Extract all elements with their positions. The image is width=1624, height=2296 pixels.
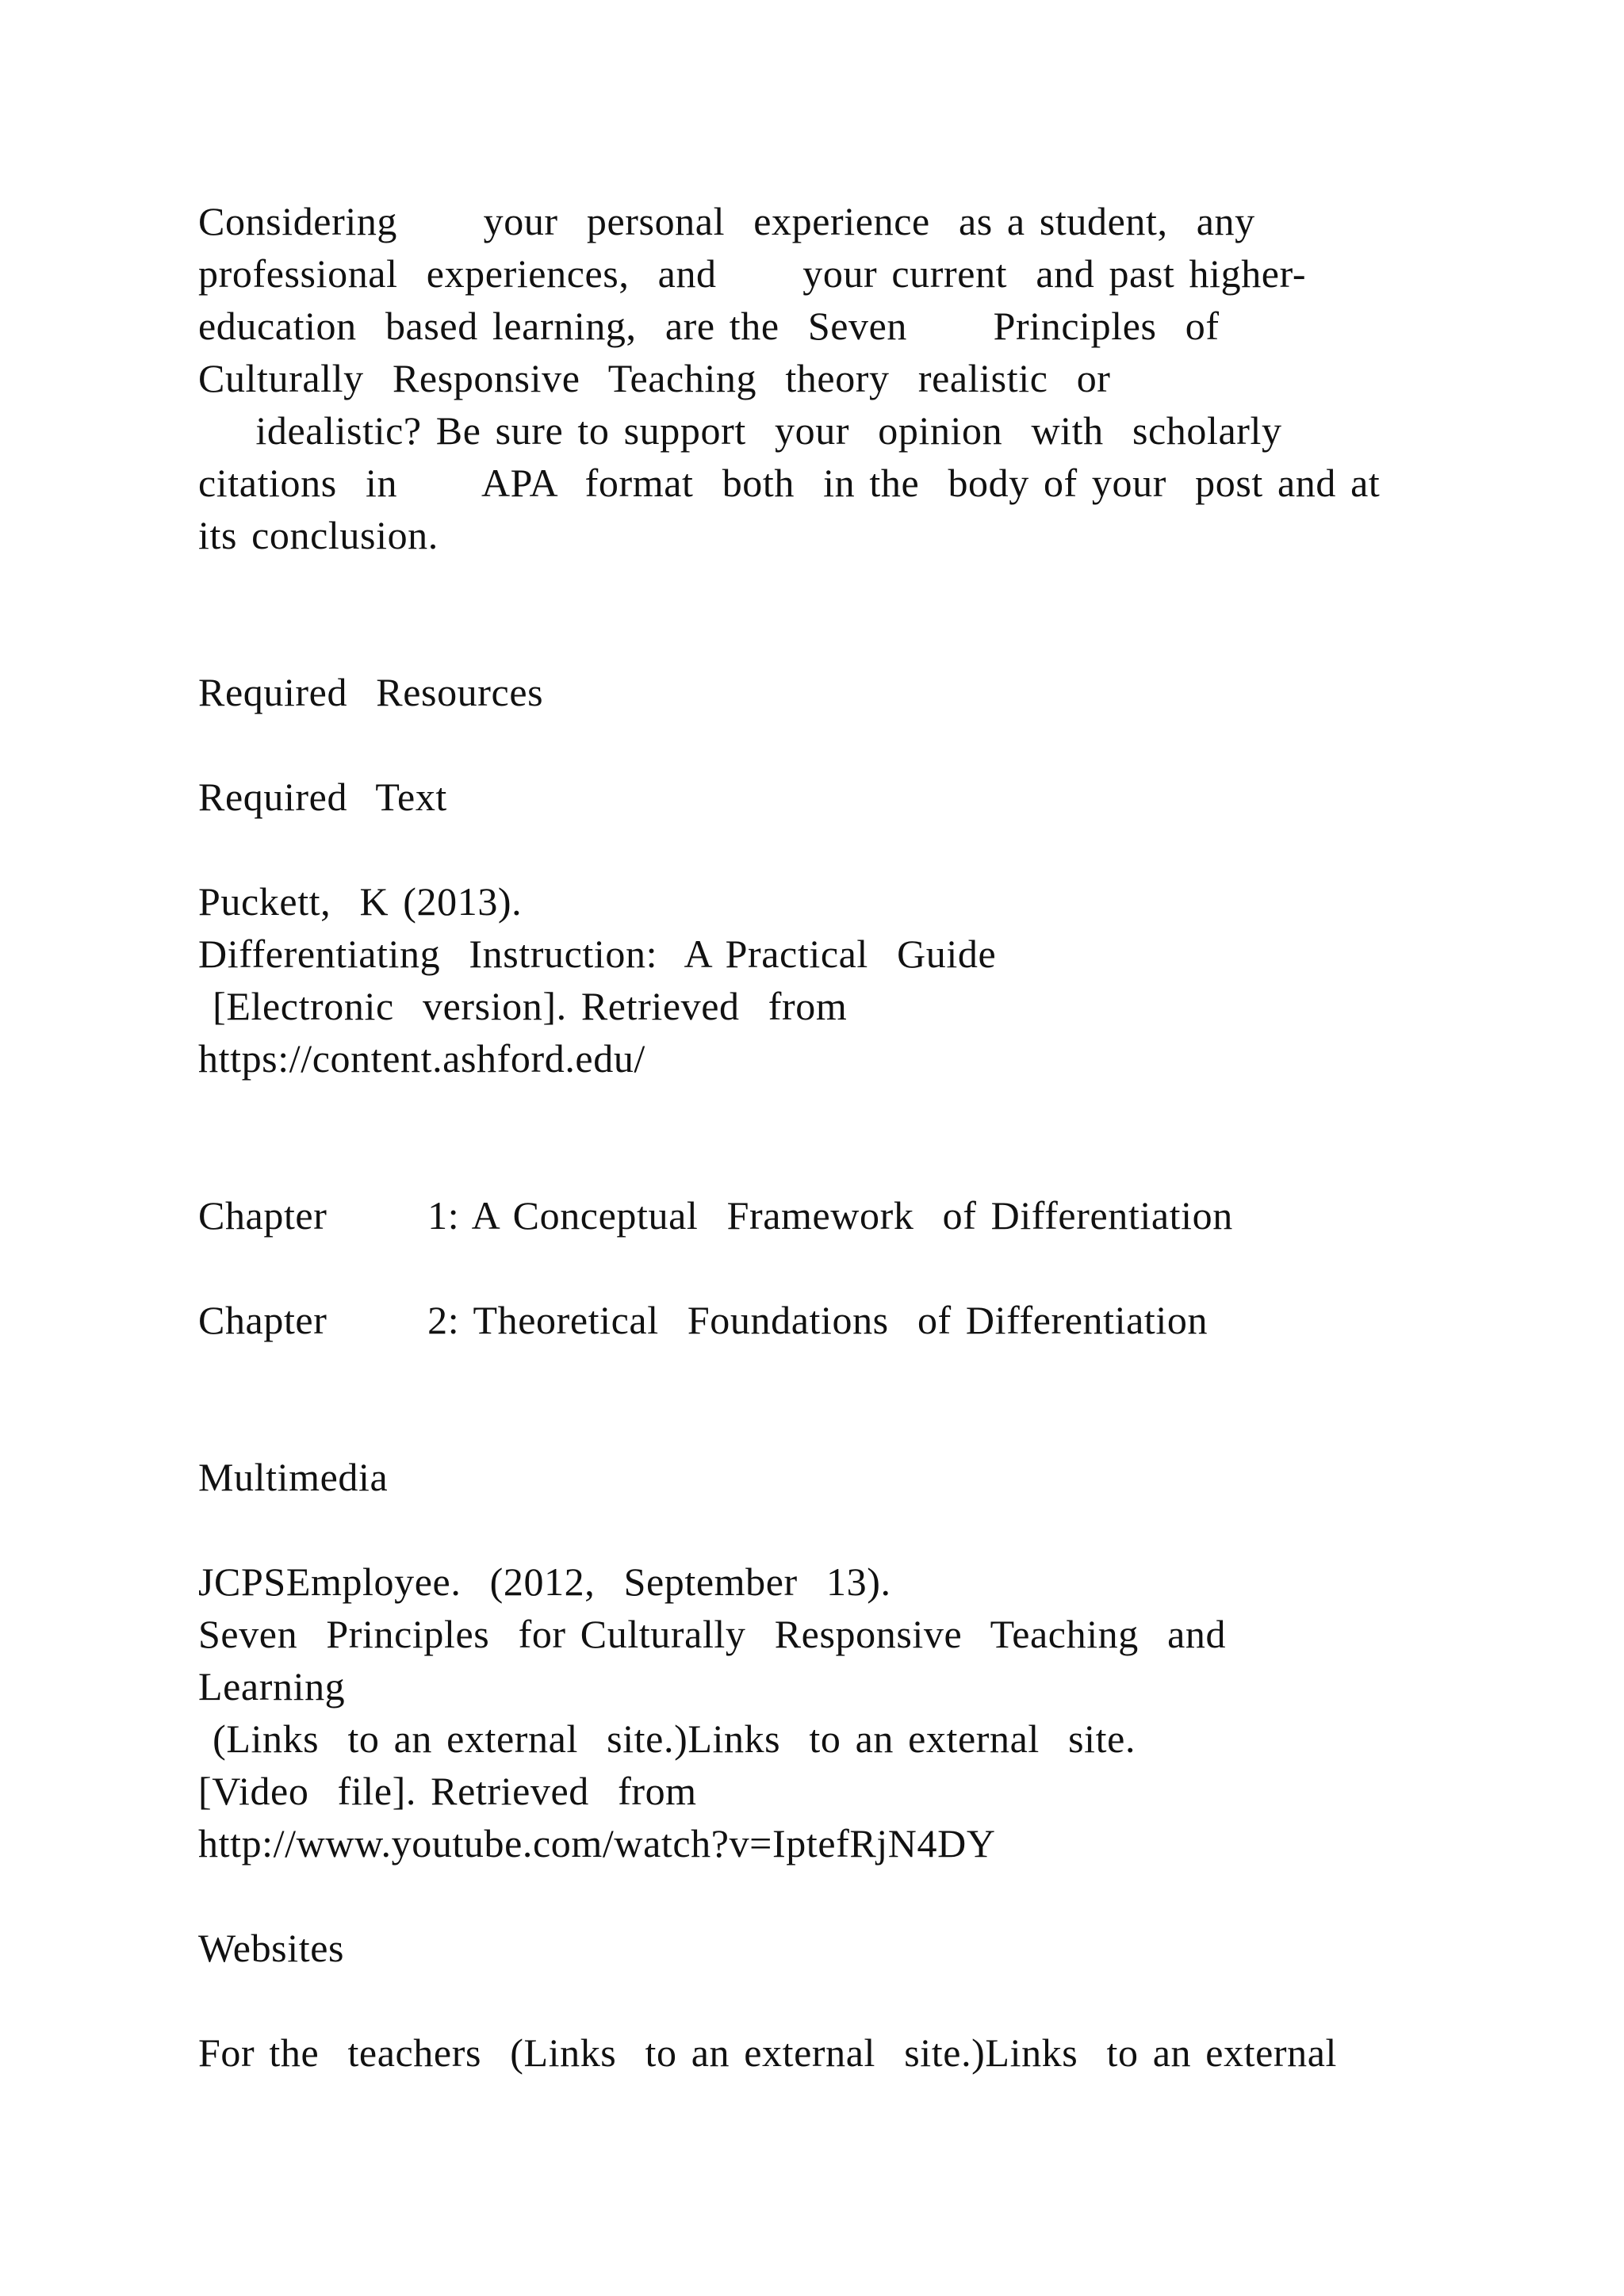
chapter-item: Chapter 1: A Conceptual Framework of Differentiation xyxy=(198,1193,1233,1238)
textbook-url[interactable]: https://content.ashford.edu/ xyxy=(198,1036,645,1081)
prompt-line: Culturally Responsive Teaching theory realistic or xyxy=(198,356,1111,400)
video-citation-line: [Video file]. Retrieved from xyxy=(198,1769,697,1813)
video-citation-line: JCPSEmployee. (2012, September 13). xyxy=(198,1559,891,1604)
textbook-citation-line: Differentiating Instruction: A Practical Guide xyxy=(198,932,997,976)
textbook-citation-line: [Electronic version]. Retrieved from xyxy=(198,984,848,1028)
video-url[interactable]: http://www.youtube.com/watch?v=IptefRjN4DY xyxy=(198,1821,996,1866)
required-resources-heading: Required Resources xyxy=(198,670,544,714)
prompt-line: its conclusion. xyxy=(198,513,439,557)
prompt-line: Considering your personal experience as a student, any xyxy=(198,199,1255,243)
video-title-link[interactable]: Learning xyxy=(198,1664,346,1709)
prompt-line: idealistic? Be sure to support your opinion with scholarly xyxy=(198,408,1282,453)
external-link-note: (Links to an external site.)Links to an external site. xyxy=(198,1716,1136,1761)
required-text-heading: Required Text xyxy=(198,775,447,819)
video-title-link[interactable]: Seven Principles for Culturally Responsive Teaching and xyxy=(198,1612,1227,1656)
textbook-citation-line: Puckett, K (2013). xyxy=(198,879,523,924)
multimedia-heading: Multimedia xyxy=(198,1455,389,1499)
prompt-line: citations in APA format both in the body of your post and at xyxy=(198,461,1381,505)
chapter-item: Chapter 2: Theoretical Foundations of Differentiation xyxy=(198,1298,1208,1342)
prompt-line: education based learning, are the Seven Principles of xyxy=(198,304,1220,348)
prompt-line: professional experiences, and your current and past higher- xyxy=(198,251,1307,296)
website-link-line[interactable]: For the teachers (Links to an external site.)Links to an external xyxy=(198,2030,1338,2075)
websites-heading: Websites xyxy=(198,1926,345,1970)
